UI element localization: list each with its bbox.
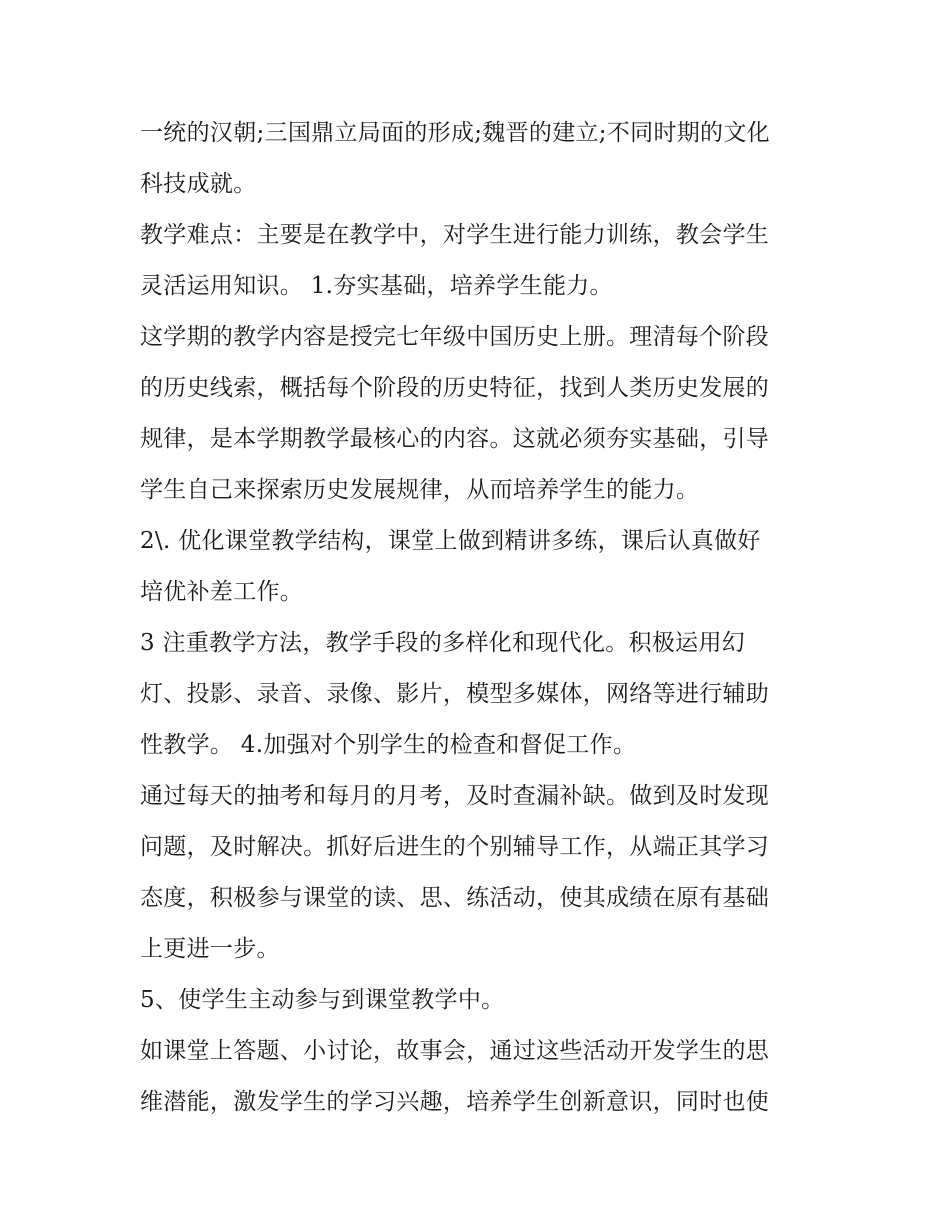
paragraph-semester-content	[140, 312, 820, 516]
text-line: 教学难点：主要是在教学中，对学生进行能力训练，教会学生	[140, 222, 770, 248]
paragraph-item-3	[140, 618, 820, 771]
text-line: 2\. 优化课堂教学结构，课堂上做到精讲多练，课后认真做好	[140, 528, 761, 554]
paragraph-item-5-detail	[140, 1026, 820, 1128]
text-line: 如课堂上答题、小讨论，故事会，通过这些活动开发学生的思	[140, 1038, 770, 1064]
paragraph-item-4-detail	[140, 771, 820, 975]
text-line: 5、使学生主动参与到课堂教学中。	[140, 987, 505, 1013]
paragraph-key-content-continued	[140, 108, 820, 210]
paragraph-teaching-difficulty	[140, 210, 820, 312]
text-line: 通过每天的抽考和每月的月考，及时查漏补缺。做到及时发现	[140, 783, 770, 809]
text-line: 3 注重教学方法，教学手段的多样化和现代化。积极运用幻	[140, 630, 746, 656]
text-line: 科技成就。	[140, 171, 257, 197]
text-line: 维潜能，激发学生的学习兴趣，培养学生创新意识，同时也使	[140, 1089, 770, 1115]
text-line: 态度，积极参与课堂的读、思、练活动，使其成绩在原有基础	[140, 885, 770, 911]
text-line: 学生自己来探索历史发展规律，从而培养学生的能力。	[140, 477, 700, 503]
paragraph-item-5	[140, 975, 820, 1026]
text-line: 问题，及时解决。抓好后进生的个别辅导工作，从端正其学习	[140, 834, 770, 860]
document-body	[140, 108, 820, 1128]
text-line: 规律，是本学期教学最核心的内容。这就必须夯实基础，引导	[140, 426, 770, 452]
text-line: 培优补差工作。	[140, 579, 304, 605]
paragraph-item-2	[140, 516, 820, 618]
text-line: 这学期的教学内容是授完七年级中国历史上册。理清每个阶段	[140, 324, 770, 350]
text-line: 灯、投影、录音、录像、影片，模型多媒体，网络等进行辅助	[140, 681, 770, 707]
text-line: 灵活运用知识。 1.夯实基础，培养学生能力。	[140, 273, 613, 299]
text-line: 性教学。 4.加强对个别学生的检查和督促工作。	[140, 732, 637, 758]
text-line: 的历史线索，概括每个阶段的历史特征，找到人类历史发展的	[140, 375, 770, 401]
text-line: 一统的汉朝;三国鼎立局面的形成;魏晋的建立;不同时期的文化	[140, 120, 770, 146]
text-line: 上更进一步。	[140, 936, 280, 962]
